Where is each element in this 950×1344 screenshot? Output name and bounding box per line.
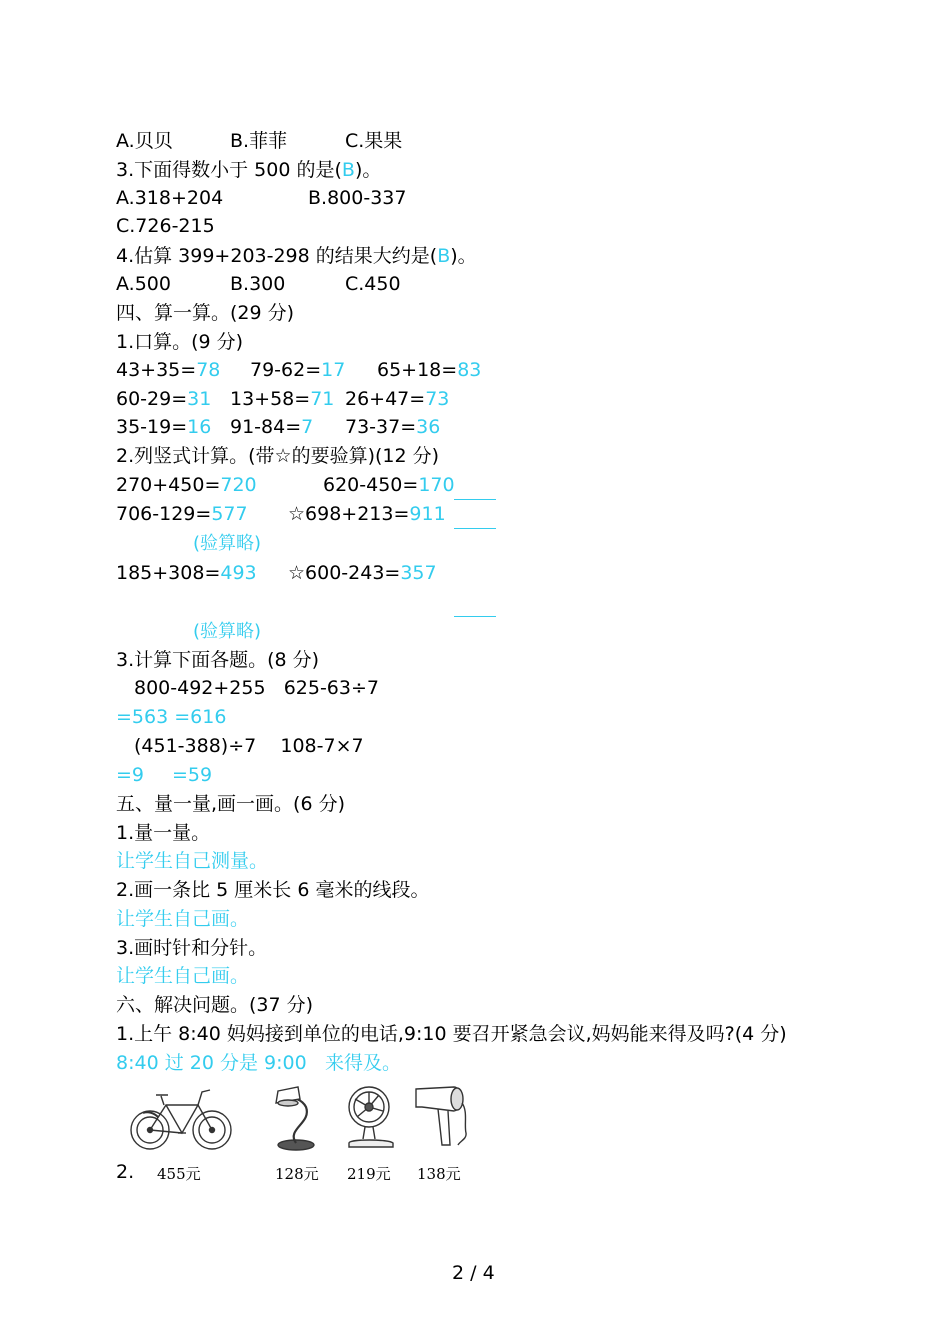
bicycle-icon [128, 1083, 234, 1153]
q4-option-b: B.300 [230, 273, 286, 295]
compute-answer: =9 [116, 764, 145, 786]
draw-line-answer: 让学生自己画。 [116, 908, 250, 930]
oral-item: 60-29=31 [116, 388, 212, 410]
q2-option-a: A.贝贝 [116, 130, 173, 152]
answer-line [454, 499, 496, 500]
draw-clock-answer: 让学生自己画。 [116, 965, 250, 987]
oral-item: 35-19=16 [116, 416, 212, 438]
hair-dryer-icon [410, 1081, 474, 1153]
oral-item: 65+18=83 [377, 359, 482, 381]
q4-stem: 4.估算 399+203-298 的结果大约是(B)。 [116, 245, 477, 267]
problem-1-answer: 来得及。 [325, 1052, 402, 1074]
vertical-item: 706-129=577 [116, 503, 248, 525]
q3-option-c: C.726-215 [116, 215, 215, 237]
compute-title: 3.计算下面各题。(8 分) [116, 649, 320, 671]
fan-price: 219元 [347, 1165, 391, 1183]
q3-stem: 3.下面得数小于 500 的是(B)。 [116, 159, 382, 181]
dryer-price: 138元 [417, 1165, 461, 1183]
oral-item: 13+58=71 [230, 388, 335, 410]
q3-option-b: B.800-337 [308, 187, 407, 209]
q4-answer: B [437, 245, 451, 267]
vertical-item: ☆698+213=911 [288, 503, 446, 525]
vertical-item: ☆600-243=357 [288, 562, 437, 584]
vertical-title: 2.列竖式计算。(带☆的要验算)(12 分) [116, 445, 440, 467]
q3-option-a: A.318+204 [116, 187, 224, 209]
measure-answer: 让学生自己测量。 [116, 850, 269, 872]
q4-option-c: C.450 [345, 273, 401, 295]
vertical-item: 270+450=720 [116, 474, 257, 496]
oral-item: 73-37=36 [345, 416, 441, 438]
problem-2-label: 2. [116, 1161, 135, 1183]
section4-title: 四、算一算。(29 分) [116, 302, 295, 324]
lamp-price: 128元 [275, 1165, 319, 1183]
compute-row: 800-492+255 625-63÷7 [134, 677, 379, 699]
q2-option-b: B.菲菲 [230, 130, 288, 152]
draw-clock-question: 3.画时针和分针。 [116, 937, 268, 959]
vertical-item: 185+308=493 [116, 562, 257, 584]
oral-item: 79-62=17 [250, 359, 346, 381]
check-note: (验算略) [193, 533, 262, 554]
draw-line-question: 2.画一条比 5 厘米长 6 毫米的线段。 [116, 879, 430, 901]
oral-item: 26+47=73 [345, 388, 450, 410]
desk-lamp-icon [272, 1085, 324, 1153]
problem-1: 1.上午 8:40 妈妈接到单位的电话,9:10 要召开紧急会议,妈妈能来得及吗?(4 分) [116, 1023, 787, 1045]
section5-title: 五、量一量,画一画。(6 分) [116, 793, 345, 815]
answer-line [454, 616, 496, 617]
answer-line [454, 528, 496, 529]
q2-option-c: C.果果 [345, 130, 403, 152]
vertical-item: 620-450=170 [323, 474, 455, 496]
bicycle-price: 455元 [157, 1165, 201, 1183]
page-number: 2 / 4 [452, 1262, 495, 1284]
compute-answer: =563 =616 [116, 706, 227, 728]
problem-1-answer: 8:40 过 20 分是 9:00 [116, 1052, 307, 1074]
section6-title: 六、解决问题。(37 分) [116, 994, 314, 1016]
measure-question: 1.量一量。 [116, 822, 211, 844]
q4-option-a: A.500 [116, 273, 171, 295]
oral-item: 91-84=7 [230, 416, 314, 438]
desk-fan-icon [343, 1083, 401, 1153]
compute-row: (451-388)÷7 108-7×7 [134, 735, 364, 757]
q3-answer: B [341, 159, 355, 181]
oral-item: 43+35=78 [116, 359, 221, 381]
compute-answer: =59 [172, 764, 213, 786]
oral-title: 1.口算。(9 分) [116, 331, 244, 353]
check-note: (验算略) [193, 621, 262, 642]
